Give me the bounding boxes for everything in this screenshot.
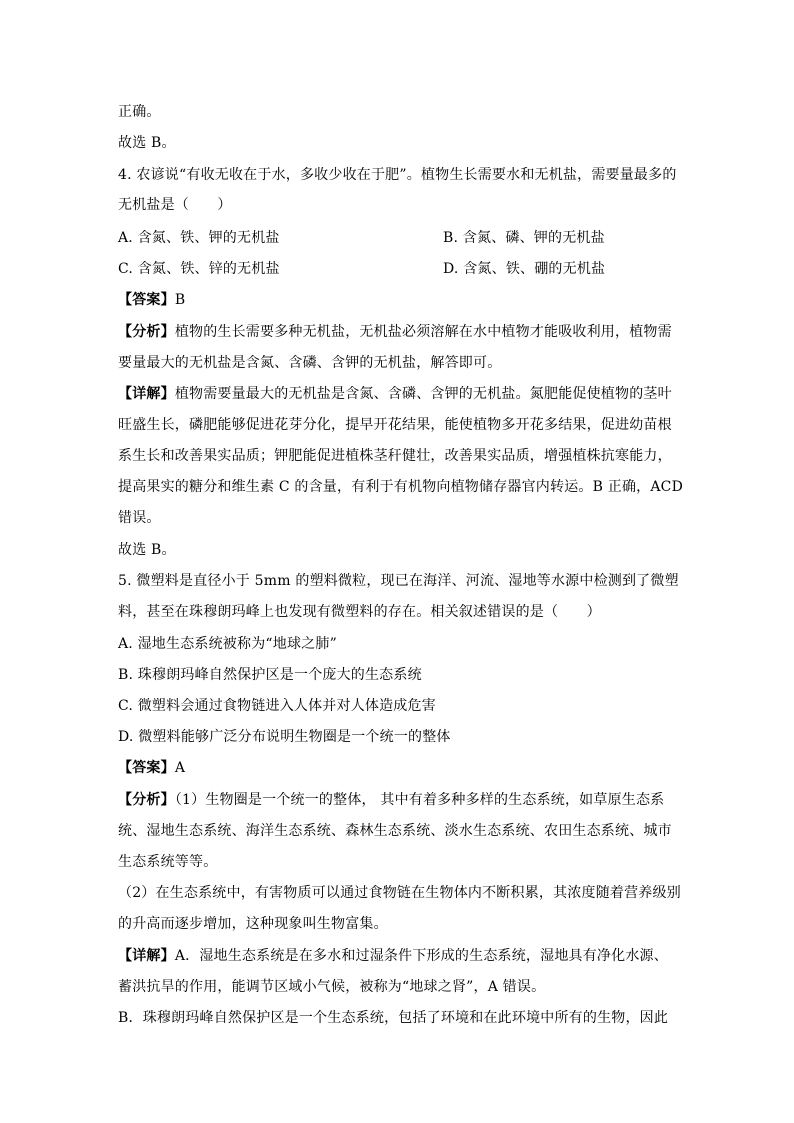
answer-value: A	[174, 760, 186, 776]
q5-option-d: D. 微塑料能够广泛分布说明生物圈是一个统一的整体	[118, 729, 451, 745]
q5-option-a: A. 湿地生态系统被称为“地球之肺”	[118, 636, 337, 652]
q5-analysis-cont: 的升高而逐步增加，这种现象叫生物富集。	[118, 916, 388, 932]
answer-tag: 【答案】	[118, 760, 175, 776]
q4-detail	[118, 384, 672, 404]
q4-analysis-cont: 要量最大的无机盐是含氮、含磷、含钾的无机盐，解答即可。	[118, 355, 502, 371]
q4-choose: 故选 B。	[118, 542, 176, 558]
question-5-stem: 料，甚至在珠穆朗玛峰上也发现有微塑料的存在。相关叙述错误的是（ ）	[118, 604, 601, 620]
q5-answer	[118, 758, 185, 778]
q4-option-a: A. 含氮、铁、钾的无机盐	[118, 230, 280, 246]
detail-text: 植物需要量最大的无机盐是含氮、含磷、含钾的无机盐。氮肥能促使植物的茎叶	[174, 386, 672, 402]
q4-detail-cont: 旺盛生长，磷肥能够促进花芽分化，提早开花结果，能使植物多开花多结果，促进幼苗根	[118, 417, 672, 433]
q5-detail	[118, 946, 668, 966]
q4-detail-cont: 系生长和改善果实品质；钾肥能促进植株茎秆健壮，改善果实品质，增强植株抗寒能力，	[118, 448, 672, 464]
q5-option-c: C. 微塑料会通过食物链进入人体并对人体造成危害	[118, 698, 436, 714]
question-5-stem: 5. 微塑料是直径小于 5mm 的塑料微粒，现已在海洋、河流、湿地等水源中检测到了微塑	[118, 573, 679, 589]
answer-tag: 【答案】	[118, 292, 175, 308]
q5-option-b: B. 珠穆朗玛峰自然保护区是一个庞大的生态系统	[118, 667, 422, 683]
analysis-tag: 【分析】	[118, 324, 175, 340]
q5-analysis-cont: （2）在生态系统中，有害物质可以通过食物链在生物体内不断积累，其浓度随着营养级别	[118, 885, 681, 901]
q5-analysis-cont: 生态系统等等。	[118, 854, 218, 870]
q5-analysis	[118, 790, 664, 810]
question-4-stem: 无机盐是（ ）	[118, 197, 232, 213]
detail-text: A．湿地生态系统是在多水和过湿条件下形成的生态系统，湿地具有净化水源、	[174, 948, 668, 964]
q5-detail-cont: 蓄洪抗旱的作用，能调节区域小气候，被称为“地球之肾”，A 错误。	[118, 979, 546, 995]
question-4-stem: 4. 农谚说“有收无收在于水，多收少收在于肥”。植物生长需要水和无机盐，需要量最多的	[118, 167, 677, 183]
q4-detail-cont: 错误。	[118, 510, 161, 526]
q4-option-b: B. 含氮、磷、钾的无机盐	[443, 230, 605, 246]
detail-tag: 【详解】	[118, 948, 175, 964]
text-line: 故选 B。	[118, 135, 176, 151]
detail-tag: 【详解】	[118, 386, 175, 402]
analysis-text: 植物的生长需要多种无机盐，无机盐必须溶解在水中植物才能吸收利用，植物需	[174, 324, 672, 340]
analysis-tag: 【分析】	[118, 792, 175, 808]
q5-detail-cont: B．珠穆朗玛峰自然保护区是一个生态系统，包括了环境和在此环境中所有的生物，因此	[118, 1010, 669, 1026]
q4-answer	[118, 290, 185, 310]
text-line: 正确。	[118, 104, 161, 120]
q4-option-d: D. 含氮、铁、硼的无机盐	[443, 261, 606, 277]
q5-analysis-cont: 统、湿地生态系统、海洋生态系统、森林生态系统、淡水生态系统、农田生态系统、城市	[118, 823, 672, 839]
q4-option-c: C. 含氮、铁、锌的无机盐	[118, 261, 280, 277]
q4-analysis	[118, 322, 672, 342]
analysis-text: （1）生物圈是一个统一的整体， 其中有着多种多样的生态系统，如草原生态系	[174, 792, 665, 808]
q4-detail-cont: 提高果实的糖分和维生素 C 的含量，有利于有机物向植物储存器官内转运。B 正确，ACD	[118, 479, 683, 495]
answer-value: B	[174, 292, 186, 308]
